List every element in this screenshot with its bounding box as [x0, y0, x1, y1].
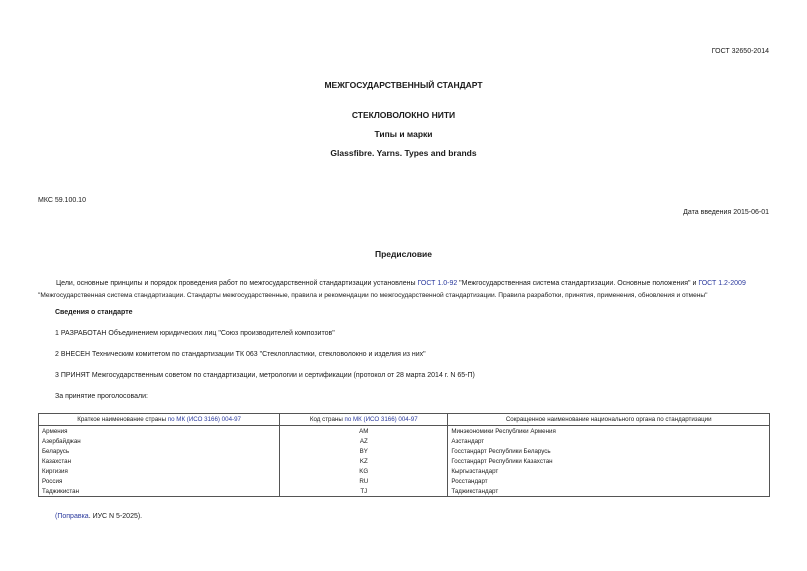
table-row [39, 456, 770, 466]
code-cell: RU [280, 476, 448, 486]
standard-type: МЕЖГОСУДАРСТВЕННЫЙ СТАНДАРТ [324, 80, 483, 90]
column-header-country [39, 414, 280, 426]
column-header-body: Сокращенное наименование национального органа по стандартизации [448, 414, 770, 426]
amendment-text: . ИУС N 5-2025). [88, 513, 143, 520]
gost-1-2-2009-link[interactable]: ГОСТ 1.2-2009 [698, 280, 746, 287]
body-cell: Госстандарт Республики Беларусь [448, 446, 770, 456]
country-cell: Беларусь [39, 446, 280, 456]
body-cell: Минэкономики Республики Армения [448, 426, 770, 437]
body-cell: Азстандарт [448, 436, 770, 446]
body-cell: Кыргызстандарт [448, 466, 770, 476]
code-cell: TJ [280, 486, 448, 497]
item-introduced: 2 ВНЕСЕН Техническим комитетом по стандартизации ТК 063 "Стеклопластики, стекловолокно и изделия из них" [55, 351, 426, 358]
item-developed: 1 РАЗРАБОТАН Объединением юридических лиц "Союз производителей композитов" [55, 330, 335, 337]
body-cell: Таджикстандарт [448, 486, 770, 497]
table-row [39, 476, 770, 486]
body-cell: Росстандарт [448, 476, 770, 486]
standard-name-en: Glassfibre. Yarns. Types and brands [330, 148, 477, 158]
header-text: Код страны [309, 416, 345, 423]
foreword-heading: Предисловие [374, 249, 433, 259]
country-cell: Таджикистан [39, 486, 280, 497]
code-cell: KZ [280, 456, 448, 466]
code-cell: AZ [280, 436, 448, 446]
mk-iso-link[interactable]: по МК (ИСО 3166) 004-97 [167, 416, 241, 423]
amendment-note [55, 513, 142, 520]
country-cell: Россия [39, 476, 280, 486]
doc-code: ГОСТ 32650-2014 [711, 48, 769, 55]
column-header-code [280, 414, 448, 426]
amendment-paren: ( [55, 513, 58, 520]
country-cell: Киргизия [39, 466, 280, 476]
foreword-paragraph [38, 278, 778, 302]
country-cell: Казахстан [39, 456, 280, 466]
table-row [39, 486, 770, 497]
country-cell: Армения [39, 426, 280, 437]
table-row [39, 426, 770, 437]
intro-date: Дата введения 2015-06-01 [683, 209, 769, 216]
standard-info-heading: Сведения о стандарте [55, 309, 133, 316]
body-cell: Госстандарт Республики Казахстан [448, 456, 770, 466]
paragraph-text: "Межгосударственная система стандартизации. Основные положения" и [457, 280, 699, 287]
header-text: Краткое наименование страны [77, 416, 168, 423]
code-cell: AM [280, 426, 448, 437]
mk-iso-link[interactable]: по МК (ИСО 3166) 004-97 [344, 416, 418, 423]
table-header-row [39, 414, 770, 426]
standard-subtitle-ru: Типы и марки [374, 129, 433, 139]
country-cell: Азербайджан [39, 436, 280, 446]
standard-name-ru: СТЕКЛОВОЛОКНО НИТИ [351, 110, 456, 120]
gost-1-0-92-link[interactable]: ГОСТ 1.0-92 [417, 280, 458, 287]
code-cell: KG [280, 466, 448, 476]
paragraph-text: Цели, основные принципы и порядок проведения работ по межгосударственной стандартизации установлены [56, 280, 418, 287]
countries-table [38, 413, 770, 497]
table-row [39, 466, 770, 476]
table-row [39, 446, 770, 456]
code-cell: BY [280, 446, 448, 456]
table-row [39, 436, 770, 446]
item-adopted: 3 ПРИНЯТ Межгосударственным советом по стандартизации, метрологии и сертификации (протокол от 28 марта 2014 г. N 65-П) [55, 372, 475, 379]
voted-label: За принятие проголосовали: [55, 393, 148, 400]
paragraph-line: "Межгосударственная система стандартизации. Стандарты межгосударственные, правила и рекомендации по межгосударственной стандартизации. Правила разработки, принятия, применения, обновления и отмены" [38, 292, 708, 299]
mks-code: МКС 59.100.10 [38, 197, 86, 204]
amendment-link[interactable]: Поправка [57, 513, 89, 520]
